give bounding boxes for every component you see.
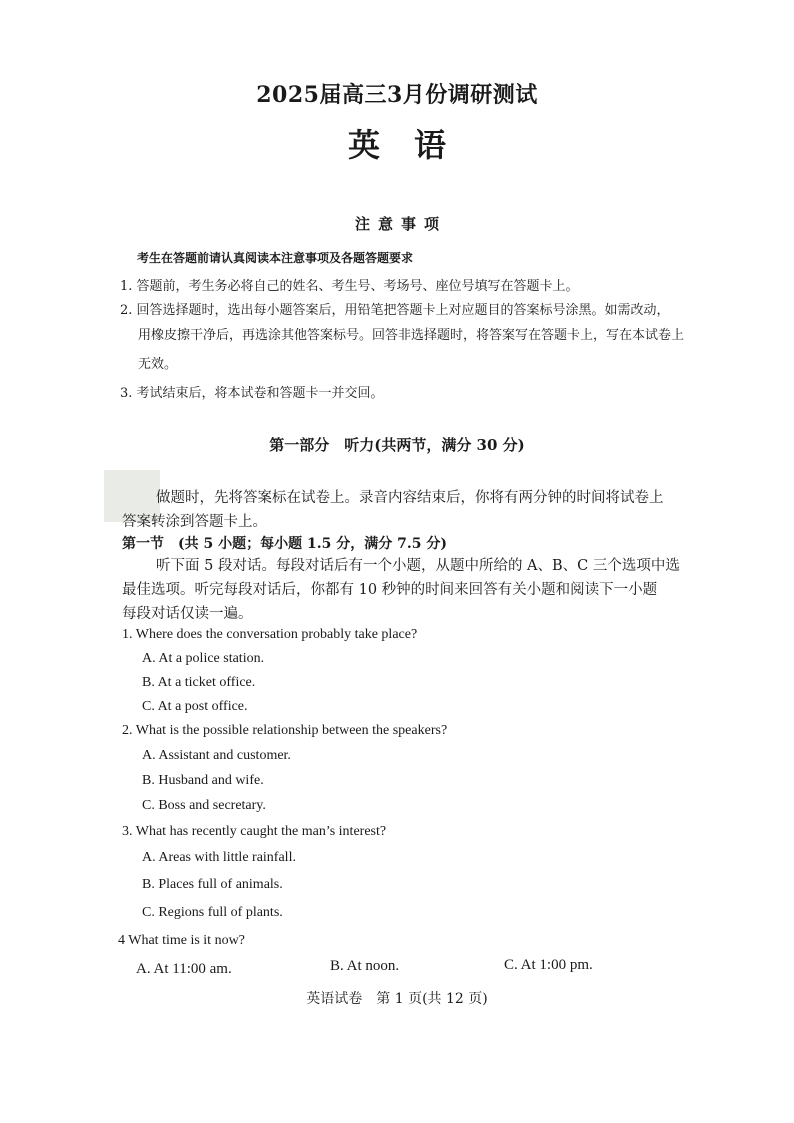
notice-item-3: 3. 考试结束后，将本试卷和答题卡一并交回。	[120, 386, 384, 401]
question-4-option-b: B. At noon.	[330, 958, 400, 974]
section-one-instruction-line-3: 每段对话仅读一遍。	[122, 606, 253, 622]
notice-item-1: 1. 答题前，考生务必将自己的姓名、考生号、考场号、座位号填写在答题卡上。	[120, 279, 579, 294]
question-1-option-a: A. At a police station.	[142, 651, 265, 666]
question-1-stem: 1. Where does the conversation probably take place?	[122, 627, 418, 642]
subject-title: 英语	[347, 126, 480, 164]
question-1-option-c: C. At a post office.	[142, 699, 248, 714]
notice-item-2-line-2: 用橡皮擦干净后，再选涂其他答案标号。回答非选择题时，将答案写在答题卡上，写在本试卷上	[138, 328, 685, 343]
question-3-option-a: A. Areas with little rainfall.	[142, 850, 296, 865]
notice-title: 注意事项	[354, 215, 447, 233]
notice-item-2-line-3: 无效。	[138, 357, 178, 372]
question-2-option-b: B. Husband and wife.	[142, 773, 264, 788]
section-one-heading: 第一节 (共 5 小题；每小题 1.5 分，满分 7.5 分)	[122, 536, 447, 552]
part-one-instruction-line-2: 答案转涂到答题卡上。	[122, 514, 267, 530]
question-3-option-c: C. Regions full of plants.	[142, 905, 283, 920]
question-2-option-a: A. Assistant and customer.	[142, 748, 291, 763]
question-3-option-b: B. Places full of animals.	[142, 877, 283, 892]
page-footer: 英语试卷 第 1 页(共 12 页)	[306, 991, 488, 1007]
exam-title: 2025届高三3月份调研测试	[256, 82, 538, 108]
question-1-option-b: B. At a ticket office.	[142, 675, 256, 690]
question-4-option-c: C. At 1:00 pm.	[504, 957, 593, 973]
notice-item-2-line-1: 2. 回答选择题时，选出每小题答案后，用铅笔把答题卡上对应题目的答案标号涂黑。如需改动，	[120, 303, 670, 318]
question-3-stem: 3. What has recently caught the man’s interest?	[122, 824, 387, 839]
question-2-stem: 2. What is the possible relationship between the speakers?	[122, 723, 448, 738]
question-2-option-c: C. Boss and secretary.	[142, 798, 266, 813]
section-one-instruction-line-1: 听下面 5 段对话。每段对话后有一个小题，从题中所给的 A、B、C 三个选项中选	[156, 558, 680, 574]
section-one-instruction-line-2: 最佳选项。听完每段对话后，你都有 10 秒钟的时间来回答有关小题和阅读下一小题	[122, 582, 658, 598]
question-4-option-a: A. At 11:00 am.	[136, 961, 232, 977]
part-one-instruction-line-1: 做题时，先将答案标在试卷上。录音内容结束后，你将有两分钟的时间将试卷上	[156, 490, 664, 506]
part-one-heading: 第一部分 听力(共两节，满分 30 分)	[269, 436, 525, 454]
question-4-stem: 4 What time is it now?	[118, 933, 245, 948]
notice-intro: 考生在答题前请认真阅读本注意事项及各题答题要求	[137, 251, 414, 265]
